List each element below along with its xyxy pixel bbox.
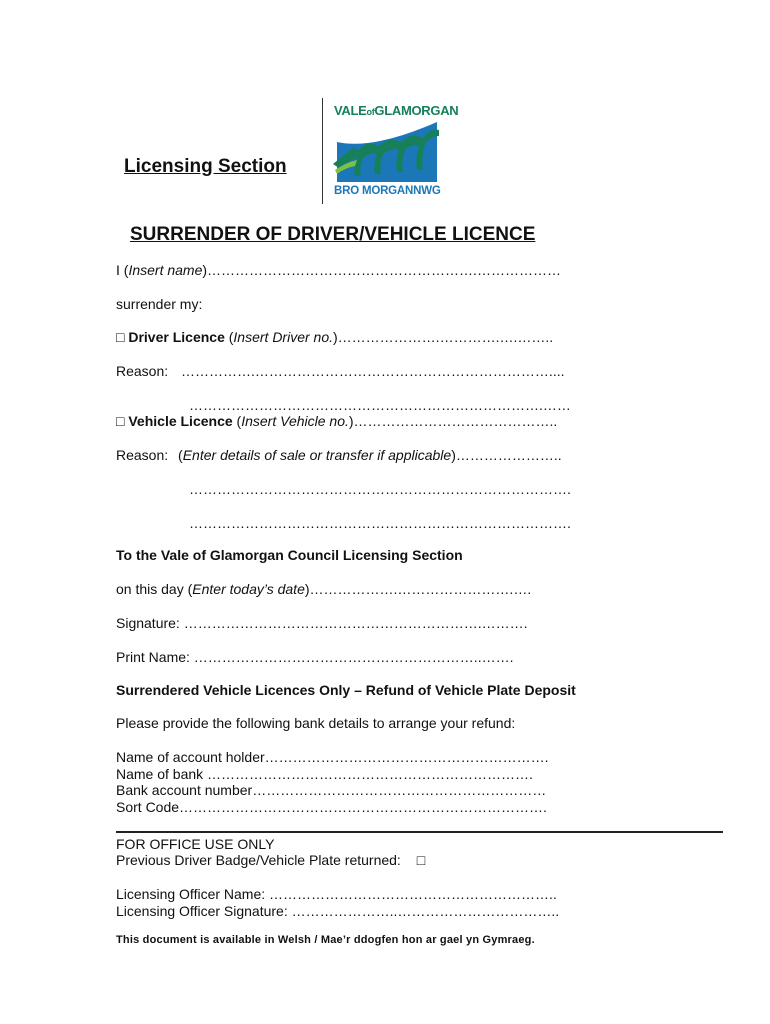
name-prefix: I (: [116, 262, 129, 278]
name-field[interactable]: )………………………………………………….………………: [202, 262, 561, 278]
reason2-hint: Enter details of sale or transfer if applicable: [182, 447, 452, 463]
driver-open: (: [224, 329, 234, 345]
driver-checkbox[interactable]: □: [116, 329, 125, 345]
driver-no-hint: Insert Driver no.: [233, 329, 334, 345]
driver-licence-line: [116, 329, 553, 346]
reason2-field-2[interactable]: ……………………………………………………………………….: [189, 481, 571, 497]
vehicle-no-field[interactable]: )……………………………………..: [348, 413, 558, 429]
officer-name-field[interactable]: Licensing Officer Name: ……………………………………………………..: [116, 886, 557, 902]
signature-field[interactable]: Signature: ……………………………………………………….……….: [116, 615, 528, 631]
officer-signature-field[interactable]: Licensing Officer Signature: …………………..……………………………..: [116, 903, 560, 919]
office-heading: FOR OFFICE USE ONLY: [116, 836, 275, 852]
section-title: Licensing Section: [124, 156, 287, 177]
reason2-open: (: [178, 447, 183, 463]
sort-code-field[interactable]: Sort Code…………………………………………………………………….: [116, 799, 547, 815]
returned-checkbox[interactable]: □: [416, 852, 426, 868]
logo-top-vale: VALE: [334, 103, 367, 118]
reason2-field[interactable]: )…………………..: [451, 447, 562, 463]
reason2-field-3[interactable]: ……………………………………………………………………….: [189, 515, 571, 531]
vehicle-checkbox[interactable]: □: [116, 413, 125, 429]
reason2-label: Reason:: [116, 447, 169, 463]
reason1-line: [116, 363, 565, 380]
print-name-field[interactable]: Print Name: ……………………………………………………..…….: [116, 649, 514, 665]
logo-top-text: [334, 103, 458, 118]
logo-divider: [322, 98, 323, 204]
logo-bottom-text: BRO MORGANNWG: [334, 185, 441, 197]
surrender-text: surrender my:: [116, 296, 203, 312]
vehicle-no-hint: Insert Vehicle no.: [241, 413, 349, 429]
reason1-field[interactable]: …………….………………………………………………………....: [181, 363, 565, 379]
driver-no-field[interactable]: )………………….………….….……..: [333, 329, 554, 345]
date-field[interactable]: )……………….…………………….….: [304, 581, 532, 597]
logo-top-of: of: [366, 107, 375, 117]
welsh-availability-note: This document is available in Welsh / Mae’r ddogfen hon ar gael yn Gymraeg.: [116, 934, 535, 946]
date-prefix: on this day (: [116, 581, 193, 597]
council-logo-icon: [333, 120, 441, 184]
account-number-field[interactable]: Bank account number………………………………………………………: [116, 782, 547, 798]
name-hint: Insert name: [128, 262, 203, 278]
returned-label: Previous Driver Badge/Vehicle Plate returned:: [116, 852, 401, 868]
reason1-label: Reason:: [116, 363, 169, 379]
logo-top-glamorgan: GLAMORGAN: [374, 103, 459, 118]
driver-licence-label: Driver Licence: [128, 329, 225, 345]
name-line: [116, 262, 561, 279]
form-title: SURRENDER OF DRIVER/VEHICLE LICENCE: [130, 224, 536, 245]
refund-instructions: Please provide the following bank details to arrange your refund:: [116, 715, 516, 731]
to-council-line: To the Vale of Glamorgan Council Licensing Section: [116, 547, 463, 563]
vehicle-licence-label: Vehicle Licence: [128, 413, 233, 429]
vehicle-licence-line: [116, 413, 557, 430]
refund-heading: Surrendered Vehicle Licences Only – Refund of Vehicle Plate Deposit: [116, 682, 576, 698]
account-holder-field[interactable]: Name of account holder…………………………………………………….: [116, 749, 549, 765]
bank-name-field[interactable]: Name of bank …………………………………………………………….: [116, 766, 533, 782]
vehicle-open: (: [232, 413, 242, 429]
office-divider: [116, 831, 723, 833]
reason1-field-2[interactable]: ………………………………………………………………….……: [189, 397, 571, 413]
date-line: [116, 581, 531, 598]
reason2-line: [116, 447, 562, 464]
returned-line: [116, 852, 425, 869]
date-hint: Enter today’s date: [192, 581, 305, 597]
